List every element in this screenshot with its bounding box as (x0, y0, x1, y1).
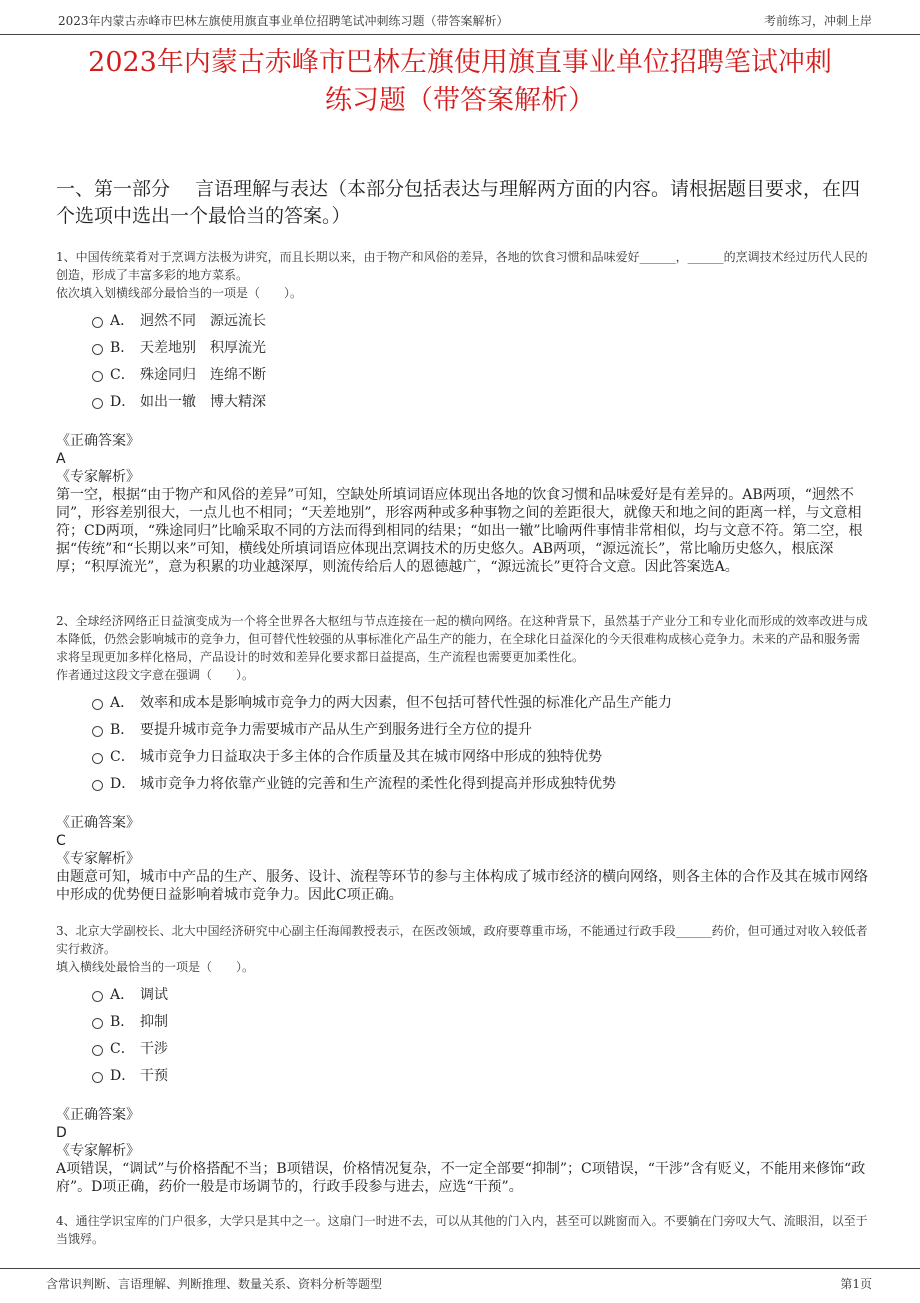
option-letter: D． (110, 1067, 136, 1084)
option-letter: A． (110, 986, 135, 1003)
radio-icon[interactable] (92, 1072, 103, 1083)
question-text: 3、北京大学副校长、北大中国经济研究中心副主任海闻教授表示，在医改领域，政府要尊重市场，不能通过行政手段______药价，但可通过对收入较低者实行救济。 (56, 924, 868, 956)
option-letter: B． (110, 1013, 135, 1030)
radio-icon[interactable] (92, 371, 103, 382)
page-prefix: 第 (840, 1277, 853, 1291)
option-d[interactable] (56, 1061, 871, 1088)
analysis-text: 第一空，根据“由于物产和风俗的差异”可知，空缺处所填词语应体现出各地的饮食习惯和品味爱好是有差异的。AB两项，“迥然不同”，形容差别很大，一点儿也不相同；“天差地别”，形容两种或多种事物之间的差距很大，就像天和地之间的距离一样，与文意相符；CD两项，“殊途同归”比喻采取不同的方法而得到相同的结果；“如出一辙”比喻两件事情非常相似，均与文意不符。第二空，根据“传统”和“长期以来”可知，横线处所填词语应体现出烹调技术的历史悠久。AB两项，“源远流长”，常比喻历史悠久，根底深厚；“积厚流光”，意为积累的功业越深厚，则流传给后人的恩德越广，“源远流长”更符合文意。因此答案选A。 (56, 487, 863, 575)
analysis-text: A项错误，“调试”与价格搭配不当；B项错误，价格情况复杂，不一定全部要“抑制”；C项错误，“干涉”含有贬义，不能用来修饰“政府”。D项正确，药价一般是市场调节的，行政手段参与进去，应选“干预”。 (56, 1161, 866, 1195)
options-list (56, 306, 871, 414)
option-letter: B． (110, 339, 135, 356)
option-letter: D． (110, 775, 136, 792)
radio-icon[interactable] (92, 398, 103, 409)
option-letter: A． (110, 694, 135, 711)
question-text: 2、全球经济网络正日益演变成为一个将全世界各大枢纽与节点连接在一起的横向网络。在这种背景下，虽然基于产业分工和专业化而形成的效率改进与成本降低，仍然会影响城市的竞争力，但可替代性较强的从事标准化产品生产的能力，在全球化日益深化的今天很难构成核心竞争力。未来的产品和服务需求将呈现更加多样化格局，产品设计的时效和差异化要求都日益提高，生产流程也需要更加柔性化。 (56, 614, 868, 664)
options-list (56, 688, 871, 796)
question-3 (56, 922, 871, 1196)
option-letter: C． (110, 1040, 135, 1057)
option-letter: A． (110, 312, 135, 329)
option-c[interactable] (56, 1034, 871, 1061)
radio-icon[interactable] (92, 344, 103, 355)
radio-icon[interactable] (92, 780, 103, 791)
option-text: 如出一辙 博大精深 (140, 393, 266, 410)
answer-block (56, 814, 871, 904)
question-text: 4、通往学识宝库的门户很多，大学只是其中之一。这扇门一时进不去，可以从其他的门入内，甚至可以跳窗而入。不要躺在门旁叹大气、流眼泪，以至于当饿殍。 (56, 1214, 868, 1246)
page-title (40, 44, 880, 120)
answer-label: 《正确答案》 (56, 1107, 140, 1123)
radio-icon[interactable] (92, 317, 103, 328)
radio-icon[interactable] (92, 1018, 103, 1029)
option-d[interactable] (56, 769, 871, 796)
header-doc-title: 2023年内蒙古赤峰市巴林左旗使用旗直事业单位招聘笔试冲刺练习题（带答案解析） (58, 14, 509, 28)
option-c[interactable] (56, 360, 871, 387)
radio-icon[interactable] (92, 1045, 103, 1056)
answer-label: 《正确答案》 (56, 815, 140, 831)
option-c[interactable] (56, 742, 871, 769)
option-b[interactable] (56, 715, 871, 742)
radio-icon[interactable] (92, 753, 103, 764)
question-1 (56, 248, 871, 576)
title-line-2: 练习题（带答案解析） (325, 85, 595, 116)
option-text: 抑制 (140, 1013, 168, 1030)
option-letter: D． (110, 393, 136, 410)
radio-icon[interactable] (92, 726, 103, 737)
section-heading: 一、第一部分 言语理解与表达（本部分包括表达与理解两方面的内容。请根据题目要求，在四个选项中选出一个最恰当的答案。） (56, 178, 861, 227)
option-text: 城市竞争力日益取决于多主体的合作质量及其在城市网络中形成的独特优势 (140, 748, 602, 765)
answer-block (56, 432, 871, 576)
option-text: 调试 (140, 986, 168, 1003)
option-a[interactable] (56, 980, 871, 1007)
option-b[interactable] (56, 1007, 871, 1034)
analysis-label: 《专家解析》 (56, 469, 140, 485)
answer-label: 《正确答案》 (56, 433, 140, 449)
answer-value: A (56, 451, 66, 467)
option-text: 干预 (140, 1067, 168, 1084)
radio-icon[interactable] (92, 991, 103, 1002)
page-suffix: 页 (859, 1277, 872, 1291)
option-letter: B． (110, 721, 135, 738)
option-text: 城市竞争力将依靠产业链的完善和生产流程的柔性化得到提高并形成独特优势 (140, 775, 616, 792)
page-number-value: 1 (852, 1277, 860, 1291)
analysis-label: 《专家解析》 (56, 851, 140, 867)
question-prompt: 作者通过这段文字意在强调（ ）。 (56, 668, 255, 682)
page-header (0, 0, 920, 35)
option-text: 天差地别 积厚流光 (140, 339, 266, 356)
question-4 (56, 1212, 871, 1248)
answer-value: C (56, 833, 66, 849)
option-text: 效率和成本是影响城市竞争力的两大因素，但不包括可替代性强的标准化产品生产能力 (140, 694, 672, 711)
header-slogan: 考前练习，冲刺上岸 (763, 14, 872, 28)
footer-question-types: 含常识判断、言语理解、判断推理、数量关系、资料分析等题型 (46, 1277, 383, 1291)
analysis-label: 《专家解析》 (56, 1143, 140, 1159)
option-text: 迥然不同 源远流长 (140, 312, 266, 329)
question-text: 1、中国传统菜肴对于烹调方法极为讲究，而且长期以来，由于物产和风俗的差异，各地的饮食习惯和品味爱好______，______的烹调技术经过历代人民的创造，形成了丰富多彩的地方菜系。 (56, 250, 868, 282)
option-d[interactable] (56, 387, 871, 414)
analysis-text: 由题意可知，城市中产品的生产、服务、设计、流程等环节的参与主体构成了城市经济的横向网络，则各主体的合作及其在城市网络中形成的优势便日益影响着城市竞争力。因此C项正确。 (56, 869, 868, 903)
radio-icon[interactable] (92, 699, 103, 710)
title-line-1: 2023年内蒙古赤峰市巴林左旗使用旗直事业单位招聘笔试冲刺 (88, 47, 832, 78)
option-a[interactable] (56, 306, 871, 333)
question-2 (56, 612, 871, 904)
option-letter: C． (110, 366, 135, 383)
question-prompt: 依次填入划横线部分最恰当的一项是（ ）。 (56, 286, 303, 300)
option-text: 干涉 (140, 1040, 168, 1057)
page-number (840, 1275, 872, 1292)
question-prompt: 填入横线处最恰当的一项是（ ）。 (56, 960, 255, 974)
option-b[interactable] (56, 333, 871, 360)
answer-block (56, 1106, 871, 1196)
option-text: 要提升城市竞争力需要城市产品从生产到服务进行全方位的提升 (140, 721, 532, 738)
answer-value: D (56, 1125, 67, 1141)
option-letter: C． (110, 748, 135, 765)
option-a[interactable] (56, 688, 871, 715)
options-list (56, 980, 871, 1088)
page-footer (0, 1268, 920, 1303)
option-text: 殊途同归 连绵不断 (140, 366, 266, 383)
